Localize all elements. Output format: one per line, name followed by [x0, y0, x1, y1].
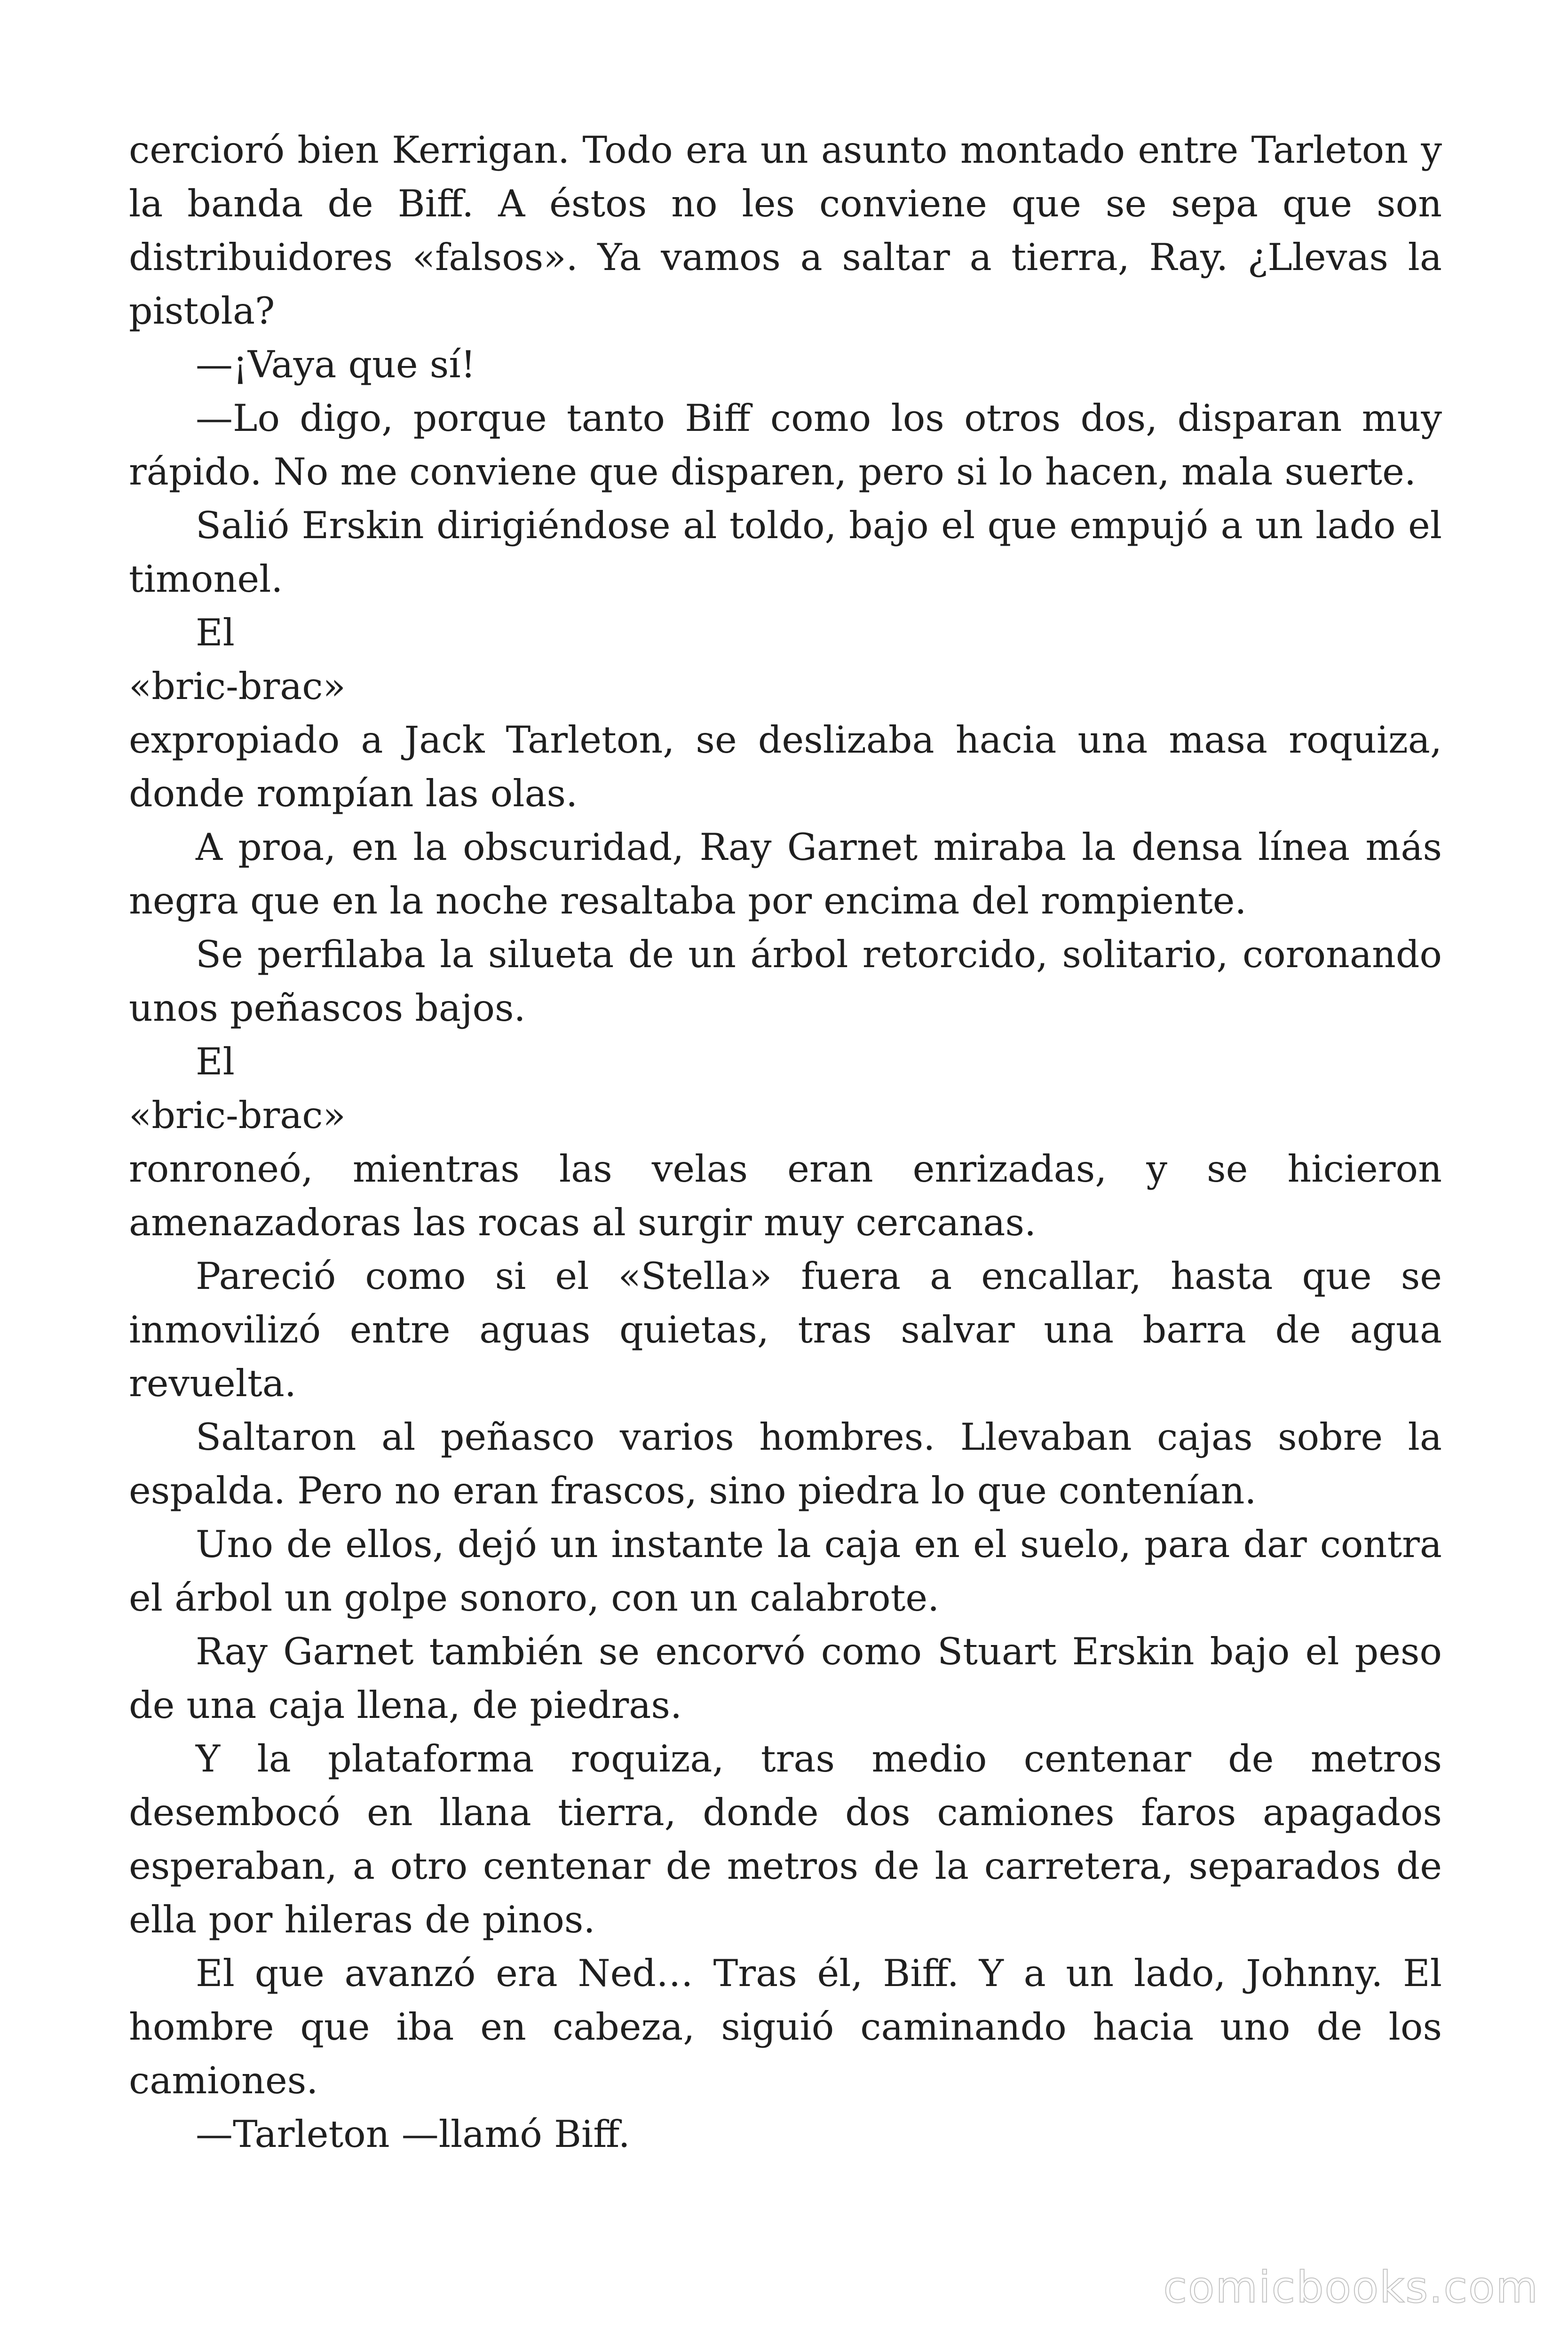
narrative-paragraph: Y la plataforma roquiza, tras medio centenar de metros desembocó en llana tierra, donde dos camiones faros apagados esperaban, a otro centenar de metros de la carretera, separados de ella por hileras de pinos.: [129, 1737, 1442, 1941]
watermark-logo: comicbooks.com: [1163, 2262, 1539, 2312]
narrative-paragraph: ronroneó, mientras las velas eran enrizadas, y se hicieron amenazadoras las rocas al surgir muy cercanas.: [129, 1147, 1442, 1244]
narrative-paragraph: El: [196, 1040, 235, 1083]
narrative-paragraph: El que avanzó era Ned… Tras él, Biff. Y a un lado, Johnny. El hombre que iba en cabeza, siguió caminando hacia uno de los camiones.: [129, 1952, 1442, 2102]
narrative-paragraph: A proa, en la obscuridad, Ray Garnet miraba la densa línea más negra que en la noche resaltaba por encima del rompiente.: [129, 826, 1442, 922]
narrative-paragraph: Salió Erskin dirigiéndose al toldo, bajo el que empujó a un lado el timonel.: [129, 504, 1442, 601]
narrative-paragraph: El: [196, 611, 235, 654]
page-text-block: [129, 123, 1442, 2161]
narrative-paragraph: «bric-brac»: [129, 665, 346, 708]
narrative-paragraph: Saltaron al peñasco varios hombres. Llevaban cajas sobre la espalda. Pero no eran frascos, sino piedra lo que contenían.: [129, 1415, 1442, 1512]
narrative-paragraph: Pareció como si el «Stella» fuera a encallar, hasta que se inmovilizó entre aguas quietas, tras salvar una barra de agua revuelta.: [129, 1255, 1442, 1405]
paragraph-continuation: cercioró bien Kerrigan. Todo era un asunto montado entre Tarleton y la banda de Biff. A éstos no les conviene que se sepa que son distribuidores «falsos». Ya vamos a saltar a tierra, Ray. ¿Llevas la pistola?: [129, 128, 1442, 333]
dialogue-paragraph: —Tarleton —llamó Biff.: [196, 2113, 630, 2156]
dialogue-paragraph: —¡Vaya que sí!: [196, 343, 476, 386]
narrative-paragraph: «bric-brac»: [129, 1094, 346, 1137]
narrative-paragraph: expropiado a Jack Tarleton, se deslizaba hacia una masa roquiza, donde rompían las olas.: [129, 718, 1442, 815]
narrative-paragraph: Se perfilaba la silueta de un árbol retorcido, solitario, coronando unos peñascos bajos.: [129, 933, 1442, 1030]
dialogue-paragraph: —Lo digo, porque tanto Biff como los otros dos, disparan muy rápido. No me conviene que disparen, pero si lo hacen, mala suerte.: [129, 397, 1442, 493]
narrative-paragraph: Ray Garnet también se encorvó como Stuart Erskin bajo el peso de una caja llena, de piedras.: [129, 1630, 1442, 1727]
narrative-paragraph: Uno de ellos, dejó un instante la caja en el suelo, para dar contra el árbol un golpe sonoro, con un calabrote.: [129, 1523, 1442, 1620]
